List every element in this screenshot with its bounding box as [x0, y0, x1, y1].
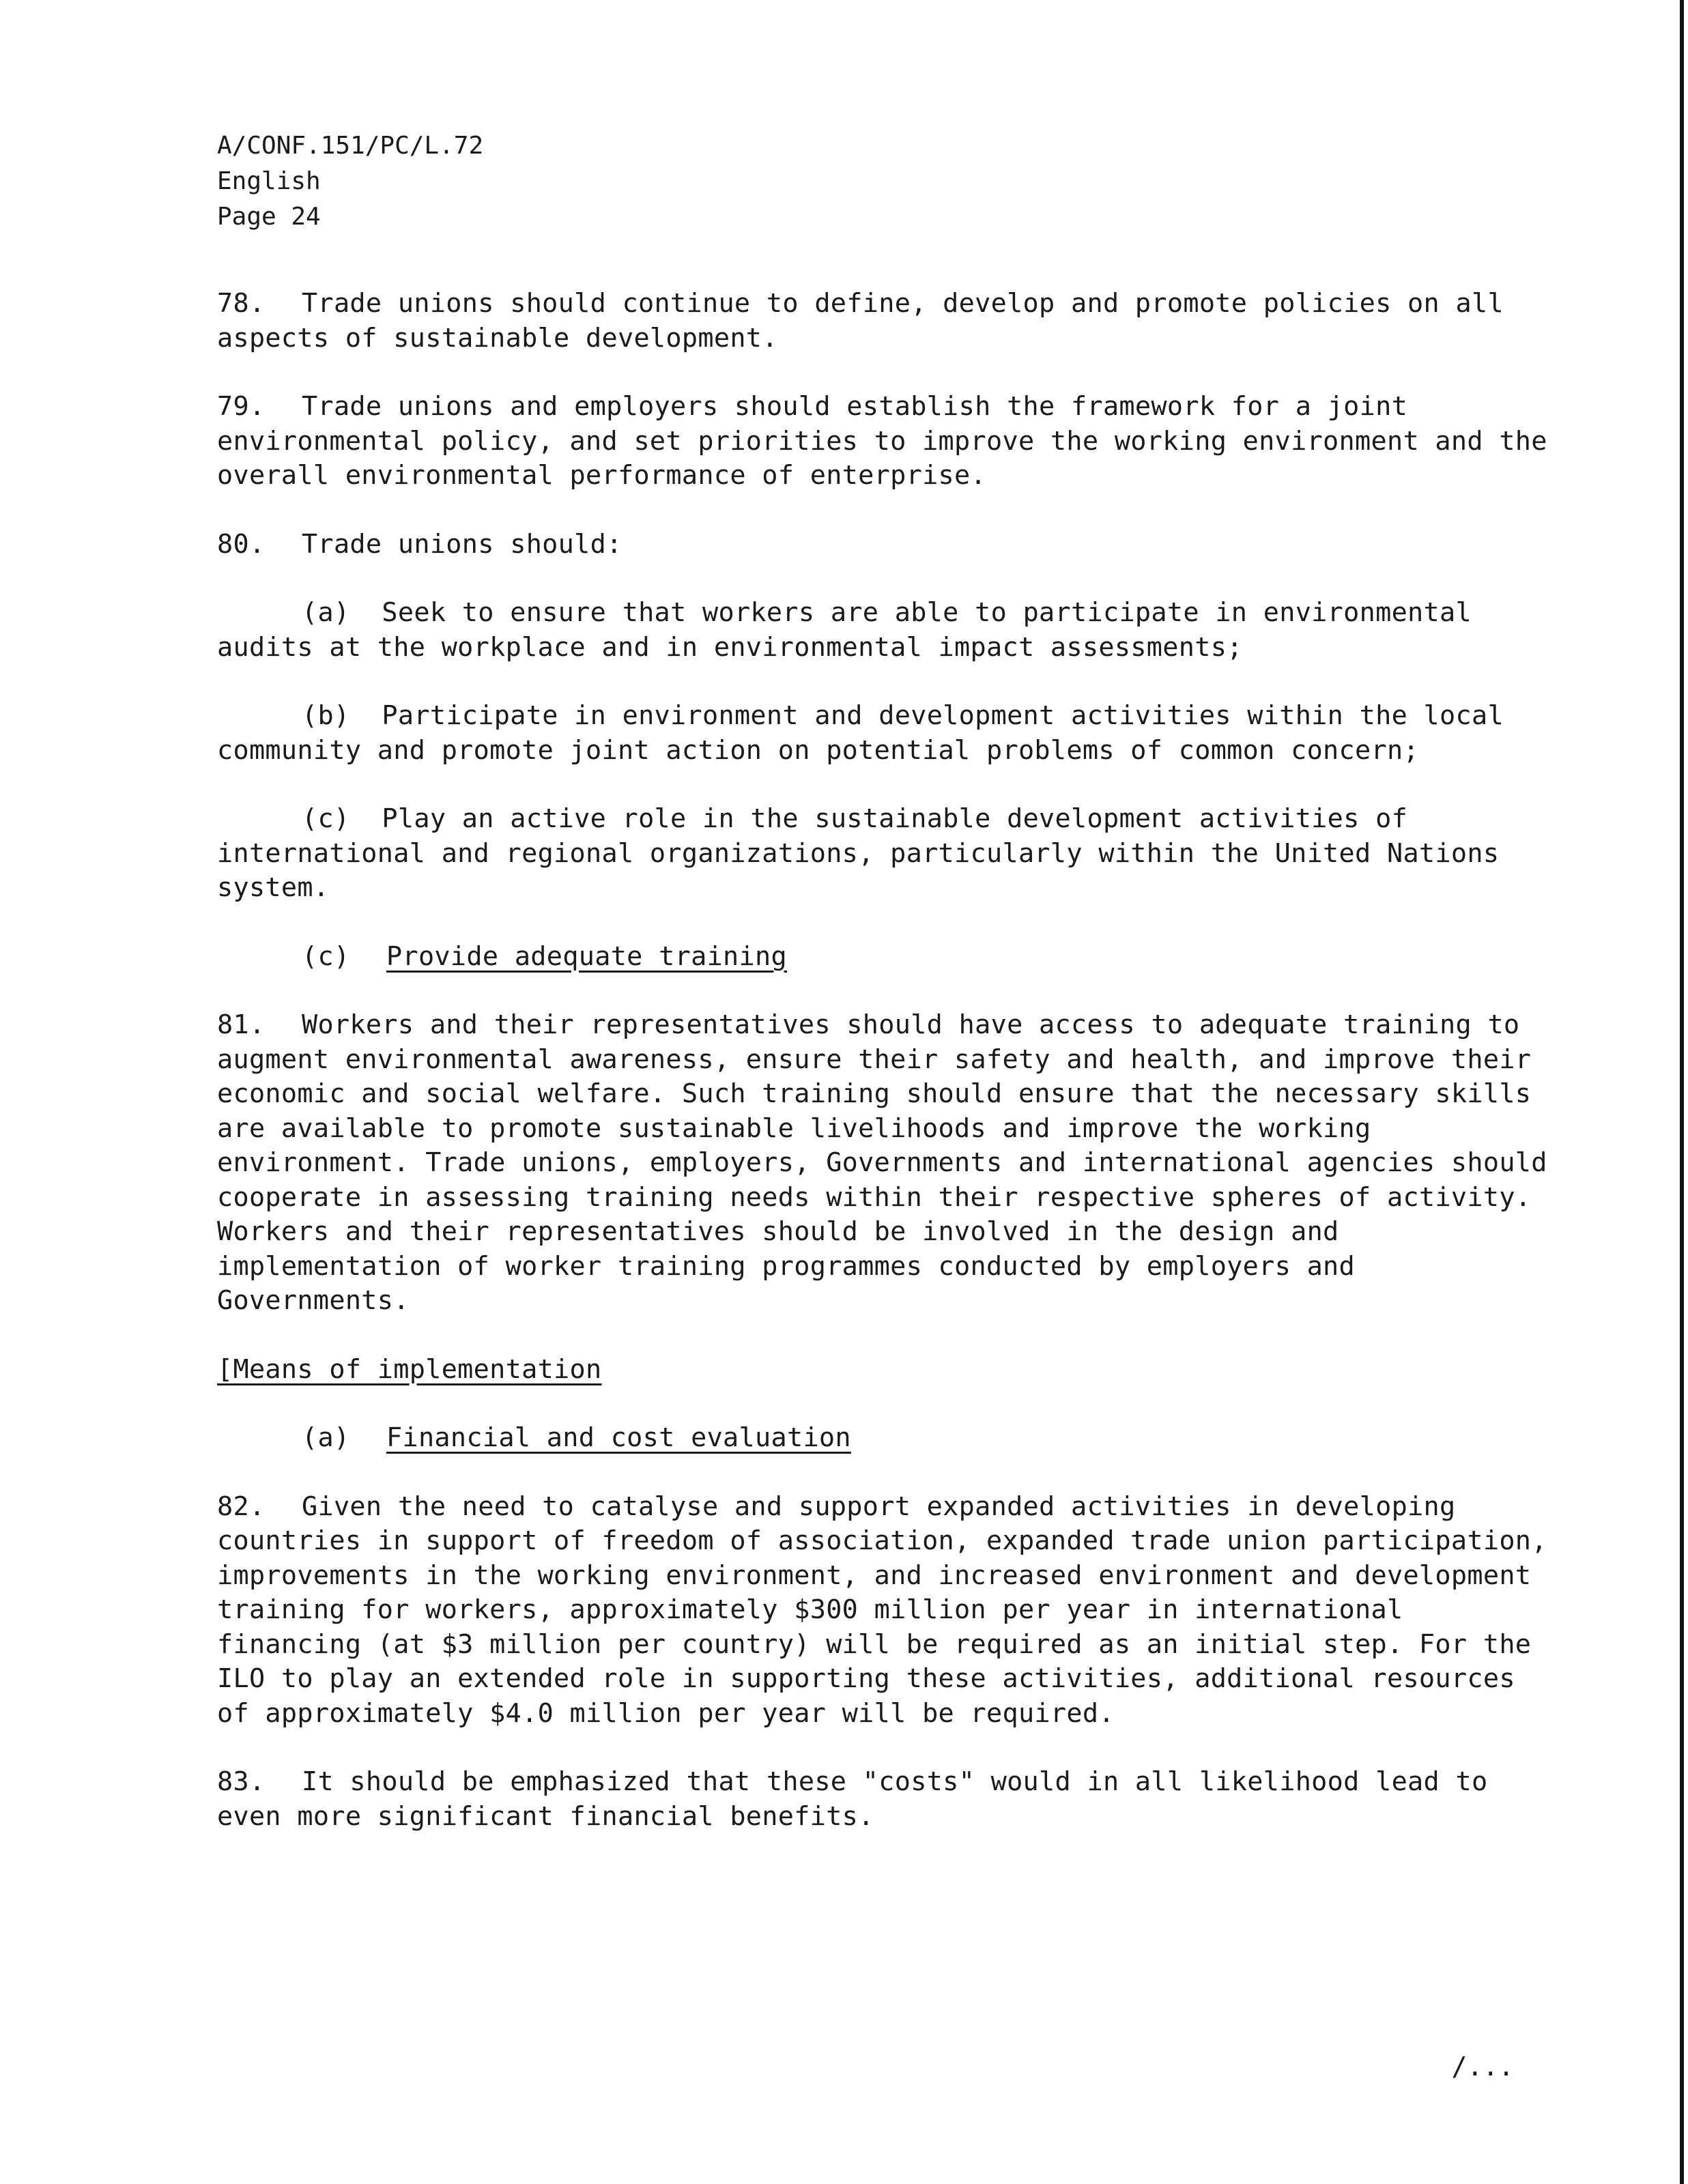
section-label: (a)	[302, 1422, 350, 1453]
section-title: Provide adequate training	[386, 940, 787, 972]
paragraph-80-item-b	[217, 699, 1562, 768]
paragraph-82	[217, 1490, 1562, 1732]
paragraph-number: 82.	[217, 1491, 266, 1522]
item-label: (c)	[302, 803, 350, 834]
paragraph-number: 83.	[217, 1766, 266, 1797]
paragraph-80	[217, 528, 1562, 562]
paragraph-number: 79.	[217, 391, 266, 422]
item-label: (b)	[302, 700, 350, 731]
item-label: (a)	[302, 597, 350, 628]
item-text: Participate in environment and development activities within the local community and promote joint action on potential problems of common concern;	[217, 700, 1504, 766]
paragraph-number: 80.	[217, 528, 266, 560]
paragraph-80-item-c	[217, 802, 1562, 906]
paragraph-81	[217, 1008, 1562, 1319]
means-of-implementation-heading	[217, 1353, 1562, 1388]
document-language: English	[217, 167, 321, 195]
page-number: Page 24	[217, 203, 321, 231]
paragraph-text: It should be emphasized that these "costs" would in all likelihood lead to even more significant financial benefits.	[217, 1766, 1488, 1832]
section-heading-training	[217, 940, 1562, 975]
item-text: Seek to ensure that workers are able to participate in environmental audits at the workplace and in environmental impact assessments;	[217, 597, 1472, 663]
item-text: Play an active role in the sustainable development activities of international and regional organizations, particularly within the United Nations system.	[217, 803, 1500, 903]
paragraph-text: Given the need to catalyse and support expanded activities in developing countries in support of freedom of association, expanded trade union participation, improvements in the working environment, and increased environment and development training for workers, approximately $300 million per year in international financing (at $3 million per country) will be required as an initial step. For the ILO to play an extended role in supporting these activities, additional resources of approximately $4.0 million per year will be required.	[217, 1491, 1547, 1729]
document-body	[217, 287, 1562, 1868]
scan-edge-border	[1680, 0, 1684, 2184]
section-heading-financial	[217, 1421, 1562, 1456]
paragraph-text: Trade unions should continue to define, develop and promote policies on all aspects of sustainable development.	[217, 288, 1504, 354]
paragraph-number: 78.	[217, 288, 266, 319]
section-title: Financial and cost evaluation	[386, 1422, 851, 1453]
paragraph-text: Trade unions should:	[302, 528, 623, 560]
paragraph-text: Workers and their representatives should have access to adequate training to augment environmental awareness, ensure their safety and health, and improve their economic and social welfare. Such training should ensure that the necessary skills are available to promote sustainable livelihoods and improve the working environment. Trade unions, employers, Governments and international agencies should cooperate in assessing training needs within their respective spheres of activity. Workers and their representatives should be involved in the design and implementation of worker training programmes conducted by employers and Governments.	[217, 1009, 1547, 1316]
paragraph-83	[217, 1765, 1562, 1834]
paragraph-text: Trade unions and employers should establish the framework for a joint environmental policy, and set priorities to improve the working environment and the overall environmental performance of enterprise.	[217, 391, 1547, 491]
paragraph-79	[217, 390, 1562, 493]
section-label: (c)	[302, 940, 350, 972]
document-symbol: A/CONF.151/PC/L.72	[217, 132, 484, 160]
document-header	[217, 128, 483, 235]
continuation-marker: /...	[1451, 2052, 1514, 2082]
paragraph-80-item-a	[217, 596, 1562, 665]
paragraph-number: 81.	[217, 1009, 266, 1040]
paragraph-78	[217, 287, 1562, 356]
heading-text: [Means of implementation	[217, 1353, 602, 1385]
